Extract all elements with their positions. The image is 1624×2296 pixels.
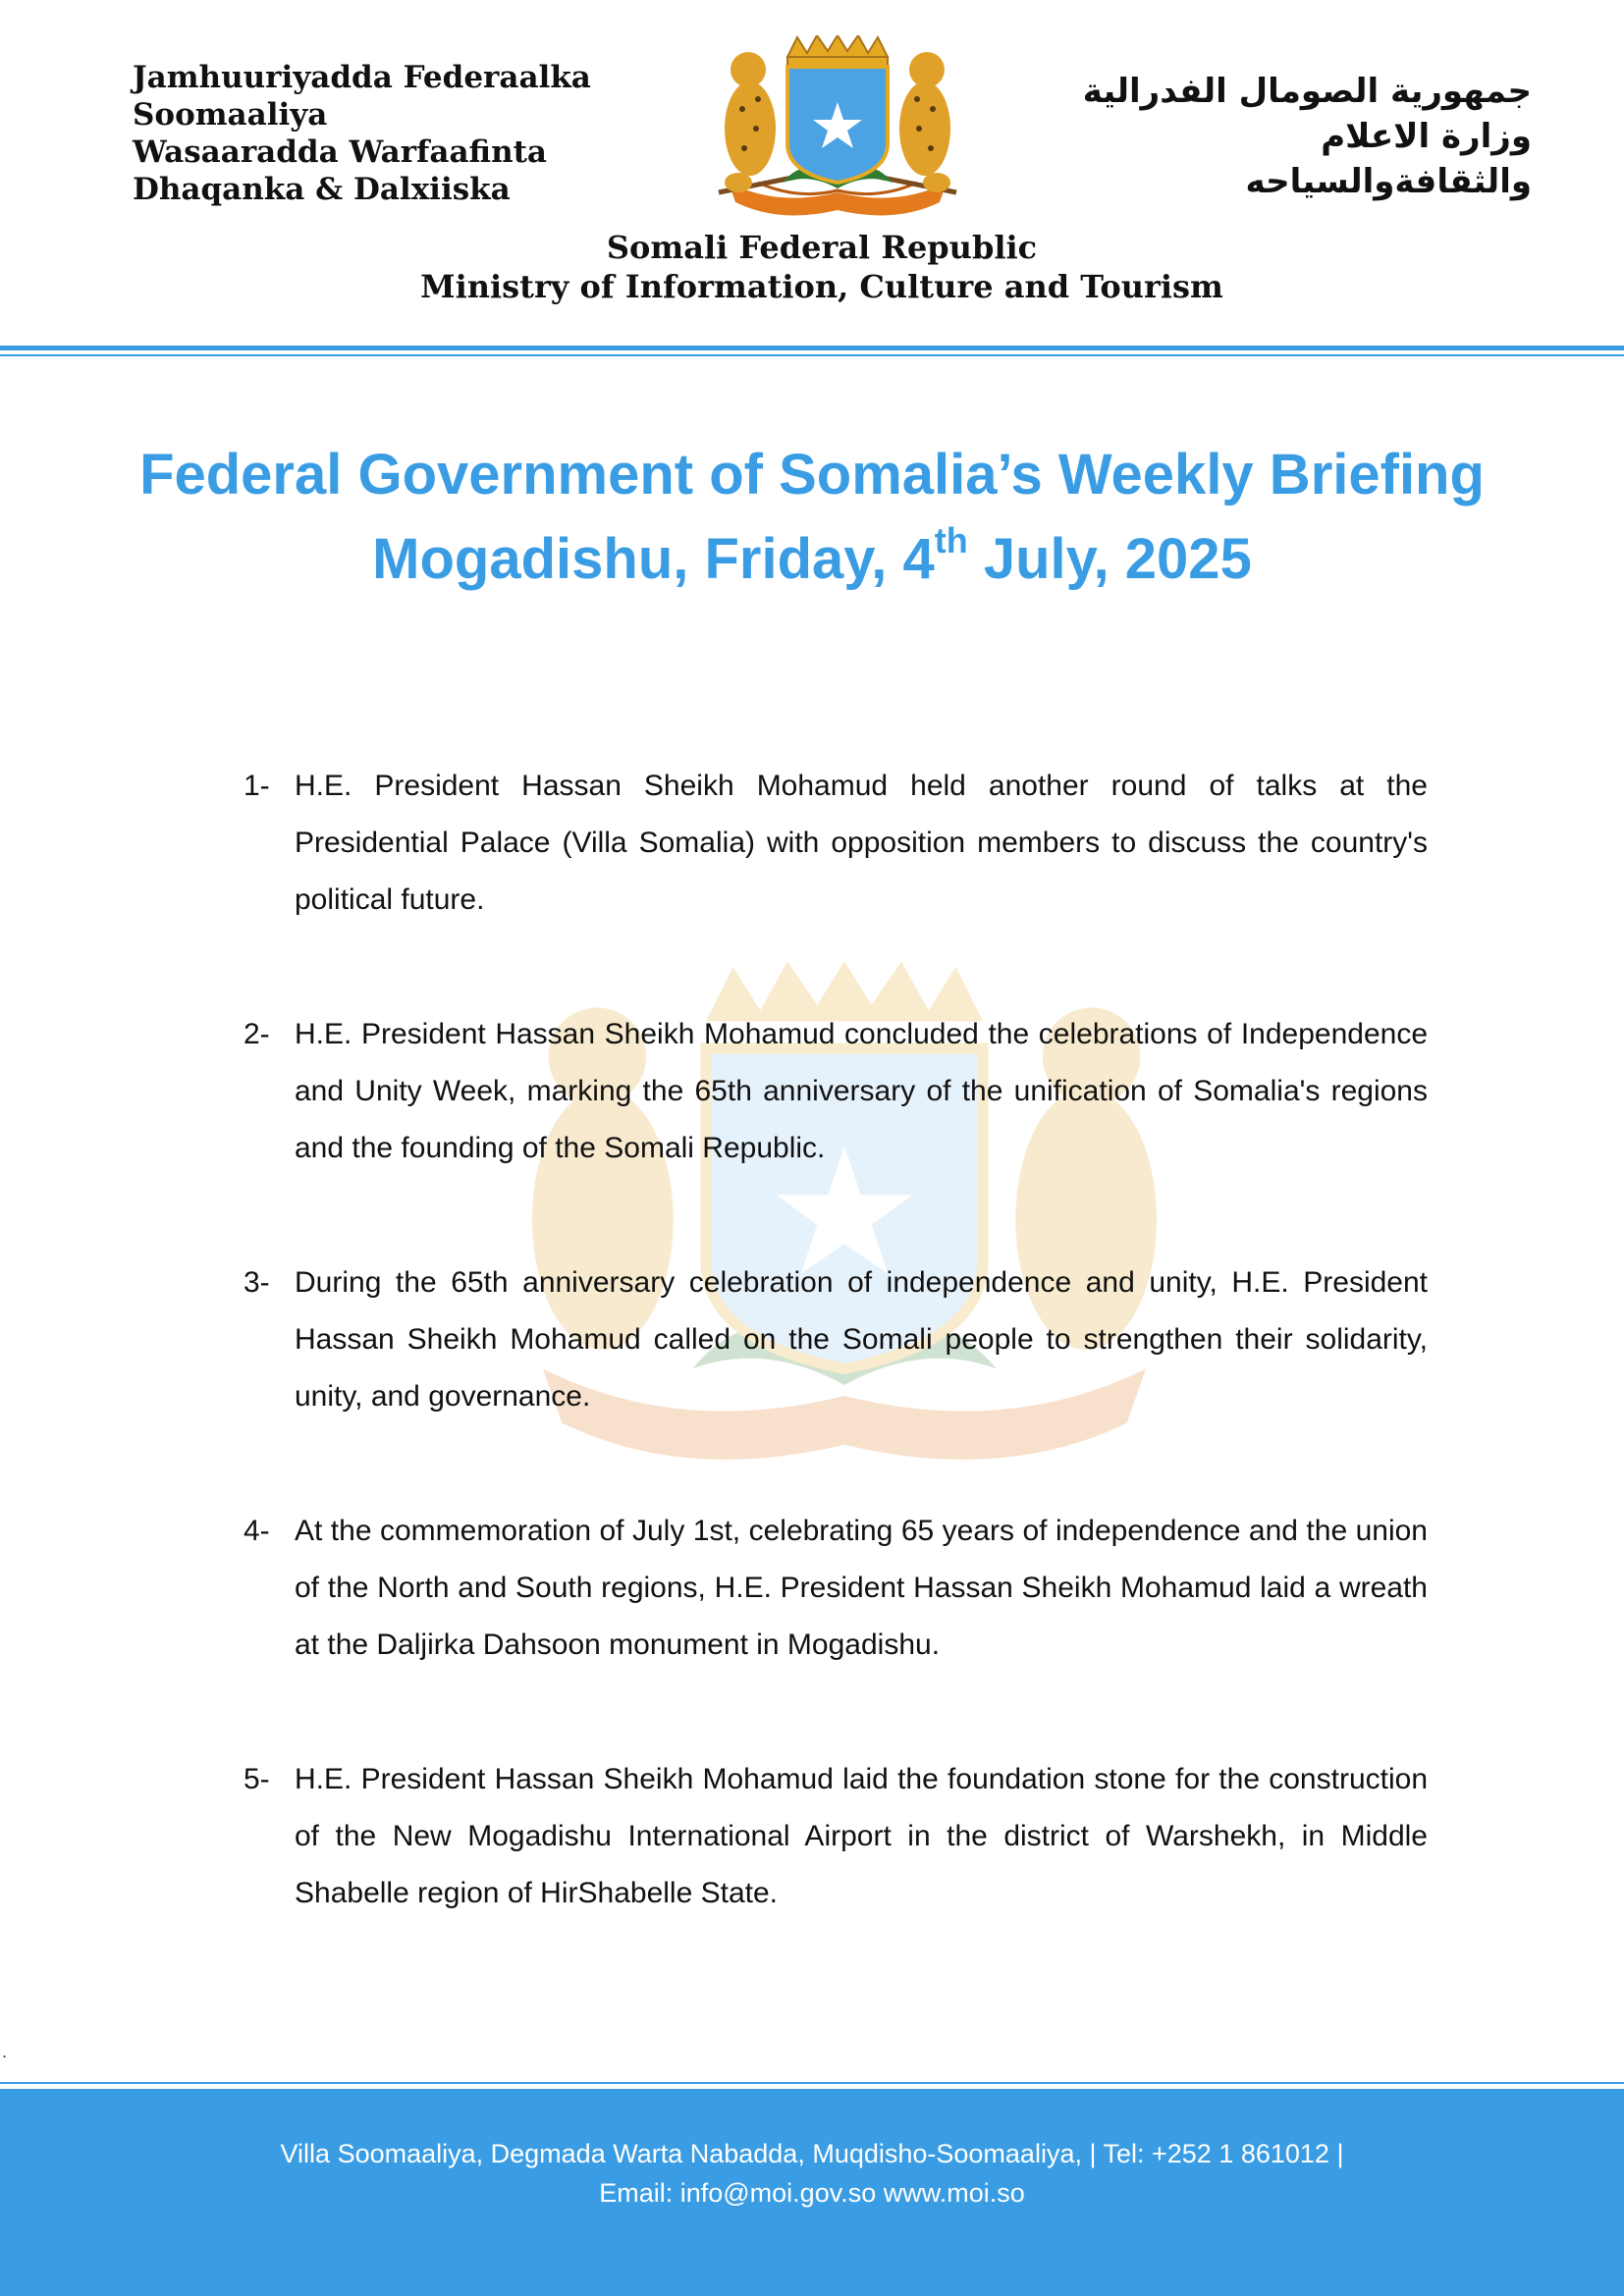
- footer-address: Villa Soomaaliya, Degmada Warta Nabadda, Muqdisho-Soomaaliya, | Tel: +252 1 861012 |: [280, 2139, 1344, 2168]
- item-text: H.E. President Hassan Sheikh Mohamud concluded the celebrations of Independence and Unity Week, marking the 65th anniversary of the unification of Somalia's regions and the founding of the Somali Republic.: [295, 1018, 1428, 1164]
- date-suffix: July, 2025: [967, 527, 1252, 591]
- item-text: During the 65th anniversary celebration of independence and unity, H.E. President Hassan Sheikh Mohamud called on the Somali people to strengthen their solidarity, unity, and governance.: [295, 1266, 1428, 1413]
- date-ordinal: th: [934, 520, 968, 561]
- somali-line-1: Jamhuuriyadda Federaalka: [133, 60, 591, 95]
- item-number: 1-: [244, 770, 270, 802]
- republic-name: Somali Federal Republic: [606, 229, 1038, 266]
- stray-mark: .: [2, 2042, 8, 2061]
- arabic-line-2: وزارة الاعلام: [1321, 117, 1532, 156]
- footer: [0, 2089, 1624, 2296]
- list-item: [244, 1255, 1428, 1425]
- somali-line-4: Dhaqanka & Dalxiiska: [133, 172, 511, 207]
- item-text: H.E. President Hassan Sheikh Mohamud laid the foundation stone for the construction of the New Mogadishu International Airport in the district of Warshekh, in Middle Shabelle region of HirShabelle State.: [295, 1763, 1428, 1909]
- letterhead: [0, 0, 1624, 353]
- somali-line-3: Wasaaradda Warfaafinta: [133, 134, 548, 170]
- arabic-ministry-name: [1021, 69, 1532, 204]
- footer-divider: [0, 2082, 1624, 2084]
- somali-ministry-name: [133, 59, 591, 208]
- footer-contact: [0, 2134, 1624, 2213]
- item-text: H.E. President Hassan Sheikh Mohamud held another round of talks at the Presidential Palace (Villa Somalia) with opposition members to discuss the country's political future.: [295, 770, 1428, 916]
- item-number: 3-: [244, 1266, 270, 1299]
- ministry-name: Ministry of Information, Culture and Tourism: [420, 268, 1223, 305]
- list-item: [244, 1006, 1428, 1177]
- briefing-list: [244, 758, 1428, 2000]
- english-ministry-name: [0, 228, 1624, 306]
- item-number: 4-: [244, 1515, 270, 1547]
- date-prefix: Mogadishu, Friday, 4: [372, 527, 935, 591]
- list-item: [244, 758, 1428, 929]
- somali-line-2: Soomaaliya: [133, 97, 328, 133]
- item-number: 2-: [244, 1018, 270, 1050]
- footer-email-web: Email: info@moi.gov.so www.moi.so: [599, 2178, 1025, 2208]
- list-item: [244, 1751, 1428, 1922]
- title-line: Federal Government of Somalia’s Weekly Briefing: [139, 443, 1485, 507]
- header-divider-thin: [0, 354, 1624, 356]
- coat-of-arms-logo: [699, 35, 976, 224]
- item-number: 5-: [244, 1763, 270, 1795]
- item-text: At the commemoration of July 1st, celebrating 65 years of independence and the union of the North and South regions, H.E. President Hassan Sheikh Mohamud laid a wreath at the Daljirka Dahsoon monument in Mogadishu.: [295, 1515, 1428, 1661]
- briefing-title: [118, 436, 1506, 599]
- list-item: [244, 1503, 1428, 1674]
- arabic-line-3: والثقافةوالسياحه: [1245, 162, 1532, 201]
- header-divider-thick: [0, 346, 1624, 350]
- date-line: [118, 520, 1506, 599]
- arabic-line-1: جمهورية الصومال الفدرالية: [1082, 72, 1532, 111]
